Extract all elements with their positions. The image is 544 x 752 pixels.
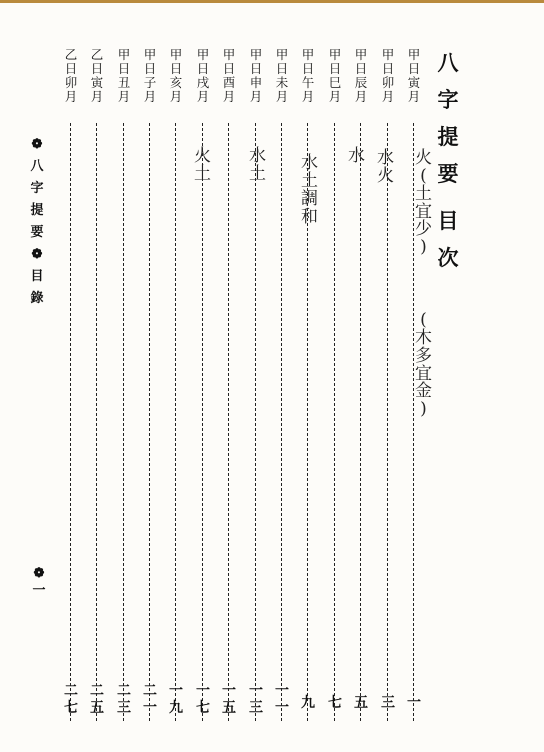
toc-page-number [405,695,423,712]
toc-entry-label [299,49,317,105]
label-char: 日 [328,61,342,76]
note-char: 火 [194,146,211,166]
label-char: 日 [407,61,421,76]
page-digit: 七 [328,695,342,711]
label-char: 丑 [117,75,131,90]
handwritten-note [348,148,365,166]
label-char: 巳 [328,75,342,90]
handwritten-note [301,155,318,226]
toc-entry-label [326,49,344,105]
note-char: 調 [301,188,318,209]
label-char: 日 [301,61,315,76]
label-char: 日 [381,61,395,76]
side-subtitle-char: 錄 [30,291,44,306]
note-char: 和 [301,206,318,227]
label-char: 甲 [222,47,236,62]
note-char: 少 [415,219,432,240]
page-title [434,52,462,284]
label-char: 甲 [249,47,263,62]
note-char: 水 [249,146,266,166]
title-char: 次 [437,245,459,270]
label-char: 乙 [90,47,104,62]
page-digit: 五 [90,699,104,716]
toc-page-number [273,683,291,717]
toc-entry-label [141,49,159,105]
leader-line [149,123,150,721]
toc-page-number [167,683,185,717]
toc-entry-label [379,49,397,105]
toc-entry-label [88,49,106,105]
label-char: 亥 [169,75,183,90]
page-digit: 二 [90,683,104,699]
label-char: 日 [117,61,131,76]
leader-line [228,123,229,721]
leader-line [175,123,176,721]
ornament-icon: ❁ [31,247,43,262]
label-char: 日 [196,61,210,76]
toc-page-number [326,695,344,712]
toc-page-number [88,683,106,717]
leader-line [123,123,124,721]
ornament-icon: ❁ [31,137,43,152]
page-digit: 三 [249,699,263,716]
note-char: 水 [377,148,394,168]
label-char: 月 [196,89,210,104]
toc-entry[interactable] [141,47,159,716]
label-char: 日 [275,61,289,76]
page-digit: 一 [407,695,421,711]
label-char: 卯 [381,75,395,90]
label-char: 酉 [222,75,236,90]
label-char: 乙 [64,47,78,62]
label-char: 月 [354,89,368,104]
toc-entry[interactable] [273,47,291,716]
leader-line [334,123,335,721]
label-char: 甲 [275,47,289,62]
side-title-char: 要 [30,225,44,240]
note-char: 宜 [415,201,432,222]
toc-entry[interactable] [247,47,265,716]
label-char: 甲 [381,47,395,62]
page-digit: 一 [143,699,157,716]
handwritten-note [194,148,211,184]
note-char: 土 [194,163,211,184]
leader-line [281,123,282,721]
label-char: 辰 [354,75,368,90]
label-char: 月 [249,89,263,104]
label-char: 月 [169,89,183,104]
label-char: 甲 [117,47,131,62]
leader-line [387,123,388,721]
toc-entry[interactable] [88,47,106,716]
note-char: 多 [415,345,432,366]
side-title-char: 字 [30,181,44,196]
label-char: 甲 [407,47,421,62]
note-char: 土 [301,170,318,191]
leader-line [360,123,361,721]
label-char: 戌 [196,75,210,90]
note-char: 水 [348,146,365,166]
label-char: 日 [143,61,157,76]
label-char: 月 [407,89,421,104]
label-char: 甲 [143,47,157,62]
title-char: 目 [437,208,459,233]
toc-entry-label [273,49,291,105]
leader-line [255,123,256,721]
title-char: 字 [437,87,459,112]
label-char: 甲 [354,47,368,62]
page-digit: 二 [117,683,131,699]
note-char: 土 [249,163,266,184]
page-digit: 一 [169,683,183,699]
toc-entry[interactable] [405,47,423,711]
label-char: 未 [275,75,289,90]
label-char: 日 [354,61,368,76]
side-title-char: 八 [30,159,44,174]
note-char: ( [420,310,427,330]
toc-entry-label [194,49,212,105]
label-char: 月 [222,89,236,104]
page-digit: 一 [249,683,263,699]
note-char: 土 [415,183,432,204]
toc-page-number [352,695,370,712]
handwritten-note [377,150,394,186]
label-char: 寅 [90,75,104,90]
toc-page-number [141,683,159,717]
toc-entry-label [62,49,80,105]
label-char: 月 [328,89,342,104]
toc-page-number [379,695,397,712]
page-digit: 一 [196,683,210,699]
note-char: 火 [377,165,394,186]
label-char: 甲 [196,47,210,62]
page-digit: 七 [64,699,78,716]
title-char: 提 [437,124,459,149]
toc-entry[interactable] [326,47,344,711]
note-char: ) [420,237,427,258]
toc-entry-label [247,49,265,105]
top-border [0,0,544,3]
page-digit: 一 [222,683,236,699]
label-char: 日 [64,61,78,76]
toc-page-number [194,683,212,717]
toc-page-number [299,695,317,712]
handwritten-note [415,312,432,419]
page-digit: 二 [64,683,78,699]
toc-page-number [62,683,80,717]
page-digit: 五 [222,699,236,716]
toc-page-number [247,683,265,717]
note-char: 木 [415,327,432,348]
label-char: 月 [90,89,104,104]
toc-entry[interactable] [220,47,238,716]
note-char: 水 [301,153,318,173]
toc-entry[interactable] [167,47,185,716]
handwritten-note [415,150,432,257]
side-title-char: 提 [30,203,44,218]
title-char: 要 [437,161,459,186]
label-char: 月 [381,89,395,104]
page-number-value: 一 [32,583,46,598]
toc-entry[interactable] [379,47,397,711]
label-char: 寅 [407,75,421,90]
label-char: 月 [64,89,78,104]
note-char: 宜 [415,363,432,384]
label-char: 日 [90,61,104,76]
toc-entry[interactable] [352,47,370,711]
label-char: 日 [249,61,263,76]
page-digit: 五 [354,695,368,711]
toc-entry-label [405,49,423,105]
page-digit: 七 [196,699,210,716]
label-char: 日 [169,61,183,76]
label-char: 月 [301,89,315,104]
toc-page-number [220,683,238,717]
toc-entry-label [220,49,238,105]
toc-entry[interactable] [115,47,133,716]
toc-entry[interactable] [194,47,212,716]
label-char: 申 [249,75,263,90]
leader-line [413,123,414,721]
label-char: 甲 [328,47,342,62]
page-number [30,567,48,597]
leader-line [70,123,71,721]
toc-page-number [115,683,133,717]
toc-entry-label [115,49,133,105]
page-digit: 三 [381,695,395,711]
toc-entry[interactable] [62,47,80,716]
page-digit: 九 [301,695,315,711]
label-char: 午 [301,75,315,90]
leader-line [202,123,203,721]
page-digit: 二 [143,683,157,699]
label-char: 甲 [301,47,315,62]
note-char: 火 [415,148,432,168]
label-char: 日 [222,61,236,76]
label-char: 月 [117,89,131,104]
note-char: ) [420,399,427,420]
page-digit: 九 [169,699,183,716]
label-char: 甲 [169,47,183,62]
side-header [26,138,48,305]
side-subtitle-char: 目 [30,269,44,284]
page-digit: 三 [117,699,131,716]
page-digit: 一 [275,683,289,699]
note-char: ( [420,165,427,186]
toc-entry-label [167,49,185,105]
ornament-icon: ❁ [33,566,45,581]
label-char: 月 [275,89,289,104]
label-char: 月 [143,89,157,104]
label-char: 子 [143,75,157,90]
toc-entry-label [352,49,370,105]
toc-entry[interactable] [299,47,317,711]
page-digit: 一 [275,699,289,716]
handwritten-note [249,148,266,184]
note-char: 金 [415,381,432,402]
title-char: 八 [437,50,459,75]
leader-line [96,123,97,721]
label-char: 卯 [64,75,78,90]
